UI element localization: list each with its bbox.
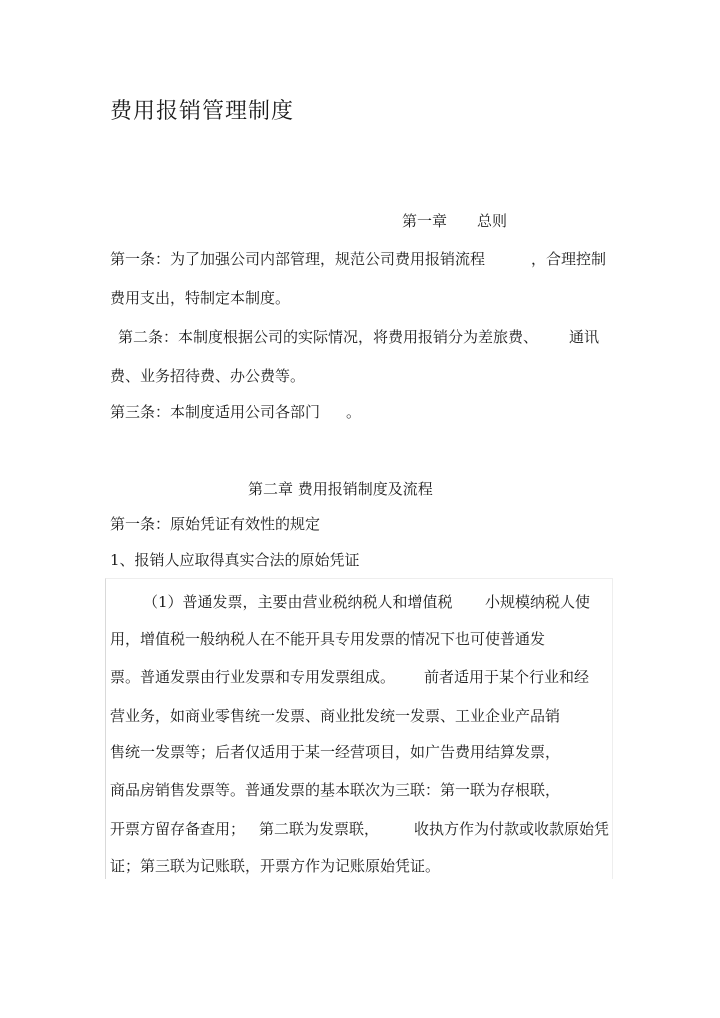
para-line1-tail: 小规模纳税人使 <box>485 593 591 611</box>
para-line1: （1）普通发票，主要由营业税纳税人和增值税 <box>143 593 453 611</box>
article3-end: 。 <box>346 403 362 421</box>
para-line6: 商品房销售发票等。普通发票的基本联次为三联：第一联为存根联， <box>110 781 561 799</box>
article2-line2: 费、业务招待费、办公费等。 <box>110 367 306 385</box>
chapter2-article1: 第一条：原始凭证有效性的规定 <box>110 515 321 533</box>
chapter1-number: 第一章 <box>402 212 448 230</box>
para-line5: 售统一发票等；后者仅适用于某一经营项目，如广告费用结算发票， <box>110 743 561 761</box>
article1-line1: 第一条：为了加强公司内部管理，规范公司费用报销流程 <box>110 250 486 268</box>
para-line3-tail: 前者适用于某个行业和经 <box>424 668 590 686</box>
para-line7-mid: 第二联为发票联， <box>259 820 380 838</box>
para-line3: 票。普通发票由行业发票和专用发票组成。 <box>110 668 396 686</box>
chapter1-name: 总则 <box>477 212 508 230</box>
para-line7: 开票方留存备查用； <box>110 820 246 838</box>
article1-line2: 费用支出，特制定本制度。 <box>110 289 291 307</box>
chapter2-item1: 1、报销人应取得真实合法的原始凭证 <box>110 551 360 569</box>
para-line8: 证；第三联为记账联，开票方作为记账原始凭证。 <box>110 857 441 875</box>
article2-line1: 第二条：本制度根据公司的实际情况，将费用报销分为差旅费、 <box>118 328 539 346</box>
article2-line1-tail: 通讯 <box>569 328 600 346</box>
para-line7-tail: 收执方作为付款或收款原始凭 <box>414 820 610 838</box>
para-line4: 营业务，如商业零售统一发票、商业批发统一发票、工业企业产品销 <box>110 707 561 725</box>
article1-line1-tail: ，合理控制 <box>531 250 607 268</box>
para-line2: 用，增值税一般纳税人在不能开具专用发票的情况下也可使普通发 <box>110 630 546 648</box>
document-title: 费用报销管理制度 <box>110 99 295 124</box>
article3: 第三条：本制度适用公司各部门 <box>110 403 321 421</box>
chapter2-heading: 第二章 费用报销制度及流程 <box>248 480 433 498</box>
